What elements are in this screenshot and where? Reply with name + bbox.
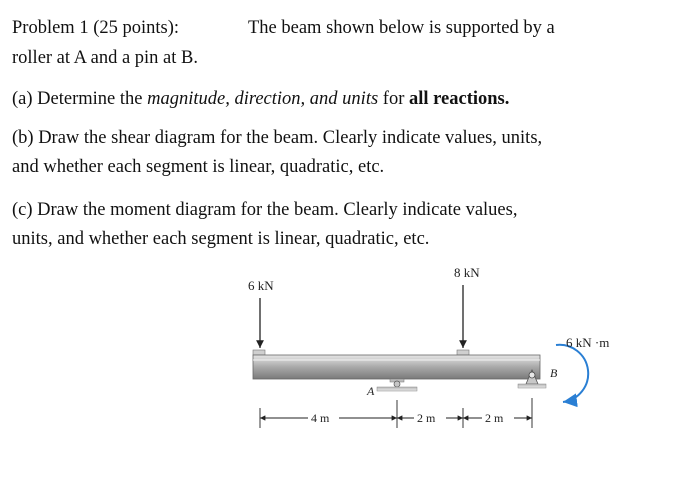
problem-intro-line2: roller at A and a pin at B. [12,48,198,68]
moment-label: 6 kN ·m [566,335,610,350]
part-a-italic: magnitude, direction, and units [147,89,379,109]
part-b-line1: (b) Draw the shear diagram for the beam. Clearly indicate values, units, [12,128,543,148]
part-a-prefix: (a) Determine the [12,89,148,109]
beam [253,355,540,379]
support-a-label: A [367,384,375,398]
part-c-line2: units, and whether each segment is linear, quadratic, etc. [12,229,430,249]
load-right-plate [457,350,469,355]
load-left-label: 6 kN [248,278,274,293]
dimension-label-2: 2 m [417,411,436,425]
load-left-plate [253,350,265,355]
roller-support-a [377,379,417,391]
part-b-line2: and whether each segment is linear, quadratic, etc. [12,157,385,177]
dimension-label-3: 2 m [485,411,504,425]
problem-header: Problem 1 (25 points): [12,18,180,38]
problem-intro-line1: The beam shown below is supported by a [248,18,555,38]
part-a-bold: all reactions. [408,89,510,109]
part-a-mid: for [378,89,409,109]
support-b-label: B [550,366,558,380]
dimension-label-1: 4 m [311,411,330,425]
load-right-label: 8 kN [454,265,480,280]
part-c-line1: (c) Draw the moment diagram for the beam. Clearly indicate values, [12,200,518,220]
moment-arrow [556,345,588,402]
